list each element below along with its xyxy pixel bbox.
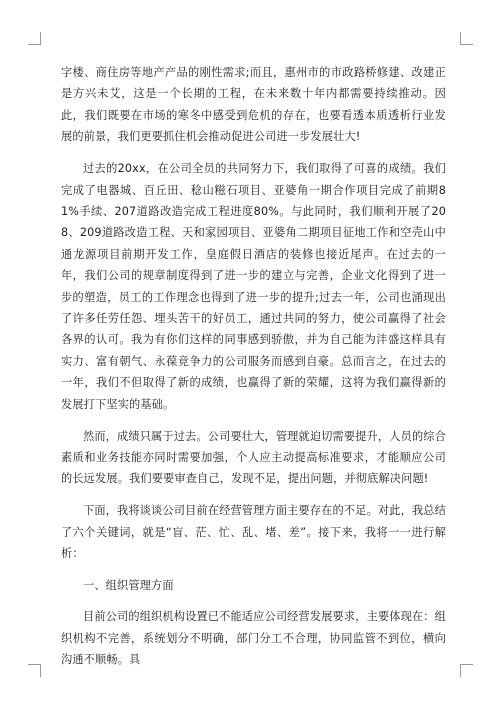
paragraph-continuation: 字楼、商住房等地产产品的刚性需求;而且，惠州市的市政路桥修建、改建正是方兴未艾，这是一个长期的工程，在未来数十年内都需要持续推动。因此，我们既要在市场的寒冬中感受到危机的存在，也要看透本质透析行业发展的前景，我们更要抓住机会推动促进公司进一步发展壮大! xyxy=(61,66,446,144)
crop-mark-top-left xyxy=(28,32,41,45)
section-heading-organization: 一、组织管理方面 xyxy=(83,578,174,592)
paragraph-organization: 目前公司的组织机构设置已不能适应公司经营发展要求，主要体现在：组织机构不完善，系统划分不明确，部门分工不合理，协同监管不到位，横向沟通不顺畅。具 xyxy=(61,610,446,667)
paragraph-keywords: 下面，我将谈谈公司目前在经营管理方面主要存在的不足。对此，我总结了六个关键词，就是“盲、茫、忙、乱、堵、差”。接下来，我将一一进行解析： xyxy=(61,504,446,561)
crop-mark-top-right xyxy=(460,32,473,45)
paragraph-achievements: 过去的20xx，在公司全员的共同努力下，我们取得了可喜的成绩。我们完成了电器城、百丘田、稔山糍石项目、亚婆角一期合作项目完成了前期81%手续、207道路改造完成工程进度80%。与此同时，我们顺利开展了208、209道路改造工程、天和家园项目、亚婆角二期项目征地工作和空壳山中通龙源项目前期开发工作，皇庭假日酒店的装修也接近尾声。在过去的一年，我们公司的规章制度得到了进一步的建立与完善，企业文化得到了进一步的塑造，员工的工作理念也得到了进一步的提升;过去一年，公司也涌现出了许多任劳任怨、埋头苦干的好员工，通过共同的努力，使公司赢得了社会各界的认可。我为有你们这样的同事感到骄傲，并为自己能为沣盛这样具有实力、富有朝气、永葆竞争力的公司服务而感到自豪。总而言之，在过去的一年，我们不但取得了新的成绩，也赢得了新的荣耀，这将为我们赢得新的发展打下坚实的基础。 xyxy=(61,162,446,411)
document-body xyxy=(61,62,446,681)
paragraph-improvement: 然而，成绩只属于过去。公司要壮大，管理就迫切需要提升，人员的综合素质和业务技能亦同时需要加强，个人应主动提高标准要求，才能顺应公司的长远发展。我们要要审查自己，发现不足，提出问题，并彻底解决问题! xyxy=(61,429,446,486)
crop-mark-bottom-right xyxy=(460,664,473,677)
crop-mark-bottom-left xyxy=(28,664,41,677)
